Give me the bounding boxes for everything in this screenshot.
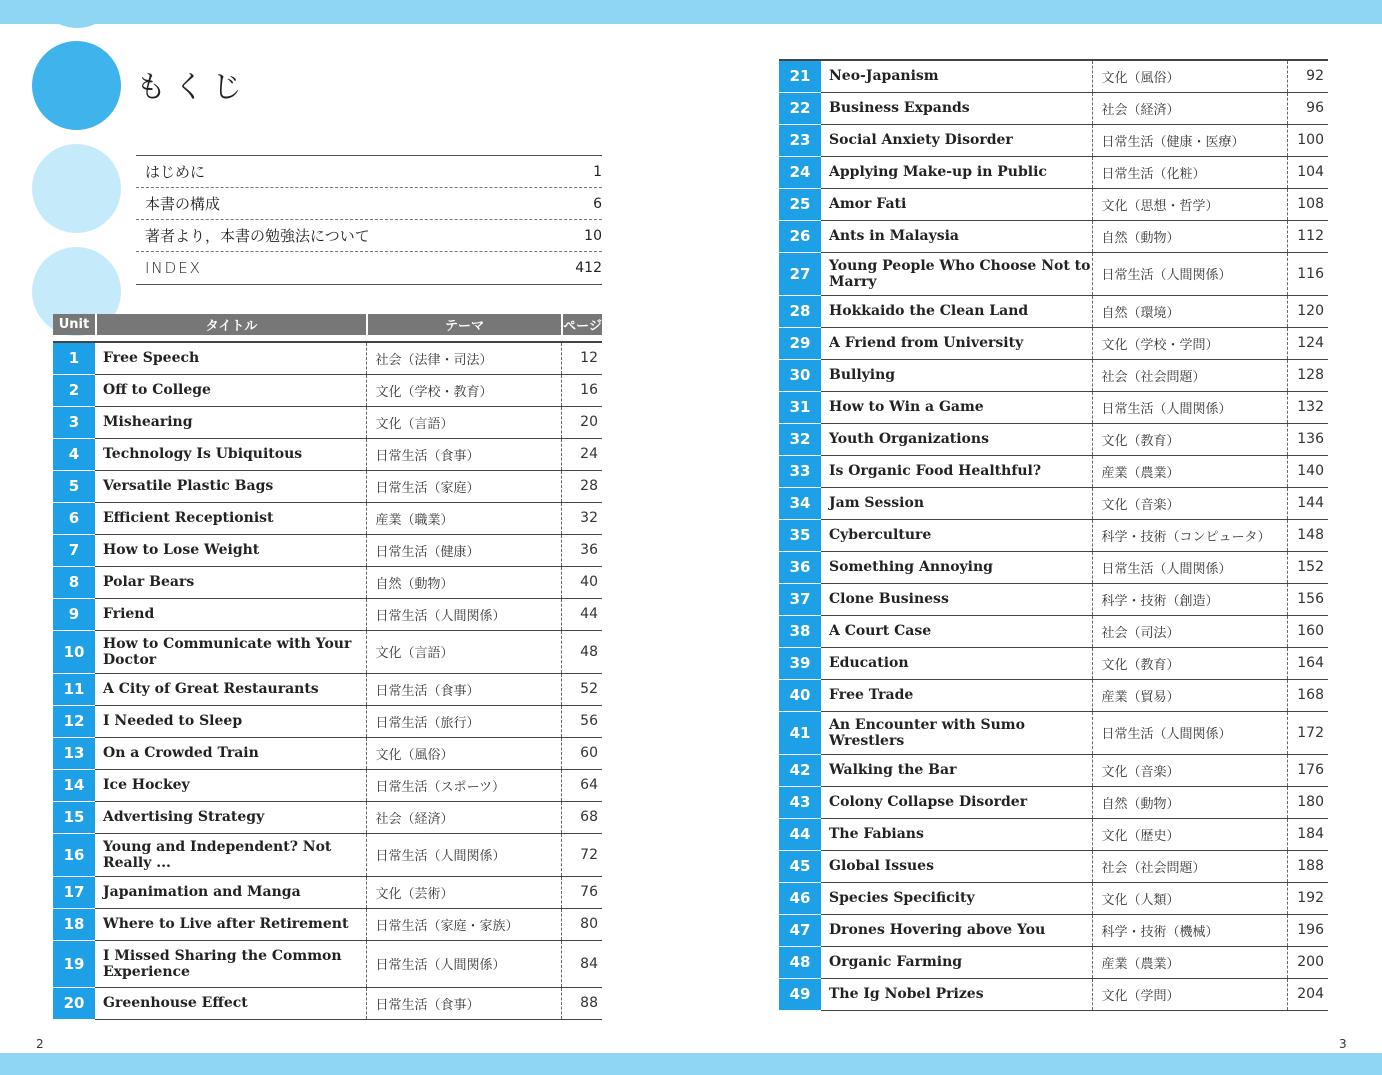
toc-row[interactable] [53, 987, 602, 1019]
unit-theme: 日常生活（人間関係） [1092, 391, 1287, 423]
unit-page: 32 [561, 502, 602, 534]
unit-number: 41 [779, 711, 821, 754]
unit-number: 9 [53, 598, 95, 630]
toc-row[interactable] [779, 60, 1328, 92]
unit-title: How to Lose Weight [95, 534, 366, 566]
unit-page: 152 [1287, 551, 1328, 583]
unit-theme: 文化（人類） [1092, 882, 1287, 914]
toc-row[interactable] [53, 769, 602, 801]
unit-page: 28 [561, 470, 602, 502]
page-number-right: 3 [1339, 1037, 1347, 1051]
unit-title: Free Trade [821, 679, 1092, 711]
toc-row[interactable] [779, 711, 1328, 754]
intro-item-label: 本書の構成 [145, 195, 221, 213]
unit-page: 200 [1287, 946, 1328, 978]
unit-page: 88 [561, 987, 602, 1019]
unit-page: 188 [1287, 850, 1328, 882]
unit-number: 38 [779, 615, 821, 647]
unit-title: Global Issues [821, 850, 1092, 882]
decor-circle-light-1 [32, 144, 121, 233]
unit-title: How to Win a Game [821, 391, 1092, 423]
unit-theme: 日常生活（健康） [366, 534, 561, 566]
unit-title: Ants in Malaysia [821, 220, 1092, 252]
unit-page: 160 [1287, 615, 1328, 647]
unit-title: A Court Case [821, 615, 1092, 647]
toc-row[interactable] [779, 423, 1328, 455]
unit-theme: 文化（教育） [1092, 647, 1287, 679]
unit-theme: 社会（経済） [366, 801, 561, 833]
unit-title: Free Speech [95, 342, 366, 374]
toc-row[interactable] [779, 615, 1328, 647]
unit-theme: 日常生活（人間関係） [1092, 711, 1287, 754]
unit-number: 19 [53, 940, 95, 987]
toc-row[interactable] [779, 754, 1328, 786]
unit-title: Education [821, 647, 1092, 679]
unit-title: Organic Farming [821, 946, 1092, 978]
unit-page: 172 [1287, 711, 1328, 754]
toc-row[interactable] [53, 374, 602, 406]
unit-page: 116 [1287, 252, 1328, 295]
unit-page: 112 [1287, 220, 1328, 252]
unit-number: 11 [53, 673, 95, 705]
unit-page: 80 [561, 908, 602, 940]
unit-number: 44 [779, 818, 821, 850]
unit-title: Something Annoying [821, 551, 1092, 583]
unit-page: 24 [561, 438, 602, 470]
unit-number: 7 [53, 534, 95, 566]
unit-title: Ice Hockey [95, 769, 366, 801]
unit-theme: 日常生活（健康・医療） [1092, 124, 1287, 156]
header-unit: Unit [58, 317, 90, 332]
unit-theme: 自然（動物） [1092, 786, 1287, 818]
toc-row[interactable] [53, 438, 602, 470]
unit-title: Amor Fati [821, 188, 1092, 220]
unit-title: Is Organic Food Healthful? [821, 455, 1092, 487]
unit-number: 26 [779, 220, 821, 252]
unit-title: Mishearing [95, 406, 366, 438]
toc-row[interactable] [779, 455, 1328, 487]
unit-theme: 日常生活（人間関係） [366, 598, 561, 630]
unit-number: 31 [779, 391, 821, 423]
toc-row[interactable] [53, 534, 602, 566]
unit-page: 36 [561, 534, 602, 566]
unit-number: 3 [53, 406, 95, 438]
unit-number: 29 [779, 327, 821, 359]
unit-number: 47 [779, 914, 821, 946]
unit-number: 8 [53, 566, 95, 598]
unit-theme: 文化（音楽） [1092, 754, 1287, 786]
toc-row[interactable] [53, 502, 602, 534]
unit-theme: 文化（学校・教育） [366, 374, 561, 406]
unit-number: 30 [779, 359, 821, 391]
unit-title: Cyberculture [821, 519, 1092, 551]
unit-page: 60 [561, 737, 602, 769]
unit-page: 124 [1287, 327, 1328, 359]
unit-page: 148 [1287, 519, 1328, 551]
unit-page: 108 [1287, 188, 1328, 220]
unit-page: 44 [561, 598, 602, 630]
top-color-band [0, 0, 1382, 24]
toc-row[interactable] [779, 786, 1328, 818]
unit-theme: 自然（動物） [366, 566, 561, 598]
unit-number: 17 [53, 876, 95, 908]
unit-page: 40 [561, 566, 602, 598]
toc-row[interactable] [779, 914, 1328, 946]
unit-number: 2 [53, 374, 95, 406]
toc-row[interactable] [53, 598, 602, 630]
unit-number: 32 [779, 423, 821, 455]
toc-row[interactable] [53, 705, 602, 737]
unit-title: Jam Session [821, 487, 1092, 519]
toc-row[interactable] [53, 801, 602, 833]
toc-row[interactable] [779, 252, 1328, 295]
unit-number: 22 [779, 92, 821, 124]
unit-theme: 社会（法律・司法） [366, 342, 561, 374]
unit-number: 28 [779, 295, 821, 327]
unit-title: Clone Business [821, 583, 1092, 615]
unit-title: Greenhouse Effect [95, 987, 366, 1019]
unit-theme: 文化（教育） [1092, 423, 1287, 455]
toc-table-right [779, 59, 1328, 1011]
unit-theme: 日常生活（人間関係） [366, 940, 561, 987]
unit-theme: 社会（社会問題） [1092, 359, 1287, 391]
unit-page: 68 [561, 801, 602, 833]
unit-title: Young People Who Choose Not to Marry [821, 252, 1092, 295]
unit-number: 14 [53, 769, 95, 801]
unit-page: 16 [561, 374, 602, 406]
unit-title: Bullying [821, 359, 1092, 391]
toc-row[interactable] [53, 566, 602, 598]
unit-number: 40 [779, 679, 821, 711]
intro-item[interactable] [136, 252, 602, 284]
toc-table-header [53, 314, 602, 335]
unit-theme: 産業（農業） [1092, 455, 1287, 487]
unit-number: 36 [779, 551, 821, 583]
unit-title: Business Expands [821, 92, 1092, 124]
toc-row[interactable] [779, 359, 1328, 391]
unit-title: I Needed to Sleep [95, 705, 366, 737]
unit-title: Species Specificity [821, 882, 1092, 914]
unit-title: Social Anxiety Disorder [821, 124, 1092, 156]
unit-theme: 日常生活（人間関係） [1092, 551, 1287, 583]
unit-theme: 日常生活（家庭・家族） [366, 908, 561, 940]
intro-item-page: 6 [593, 195, 602, 212]
intro-item[interactable] [136, 220, 602, 252]
unit-theme: 社会（社会問題） [1092, 850, 1287, 882]
toc-row[interactable] [779, 124, 1328, 156]
unit-number: 45 [779, 850, 821, 882]
toc-row[interactable] [53, 406, 602, 438]
toc-row[interactable] [779, 156, 1328, 188]
unit-theme: 文化（芸術） [366, 876, 561, 908]
bottom-color-band [0, 1053, 1382, 1075]
unit-theme: 文化（風俗） [1092, 60, 1287, 92]
unit-page: 56 [561, 705, 602, 737]
unit-number: 48 [779, 946, 821, 978]
toc-row[interactable] [779, 220, 1328, 252]
unit-number: 49 [779, 978, 821, 1010]
toc-table-left [53, 341, 602, 1020]
unit-title: Versatile Plastic Bags [95, 470, 366, 502]
unit-number: 20 [53, 987, 95, 1019]
unit-page: 76 [561, 876, 602, 908]
unit-page: 52 [561, 673, 602, 705]
unit-number: 25 [779, 188, 821, 220]
unit-number: 12 [53, 705, 95, 737]
unit-number: 13 [53, 737, 95, 769]
unit-page: 180 [1287, 786, 1328, 818]
unit-title: The Fabians [821, 818, 1092, 850]
toc-row[interactable] [779, 679, 1328, 711]
intro-list [136, 155, 602, 285]
unit-title: I Missed Sharing the Common Experience [95, 940, 366, 987]
unit-theme: 文化（音楽） [1092, 487, 1287, 519]
unit-title: An Encounter with Sumo Wrestlers [821, 711, 1092, 754]
intro-item-label: 著者より，本書の勉強法について [145, 227, 370, 245]
unit-title: Drones Hovering above You [821, 914, 1092, 946]
intro-item-page: 1 [593, 163, 602, 180]
unit-theme: 日常生活（化粧） [1092, 156, 1287, 188]
unit-theme: 自然（環境） [1092, 295, 1287, 327]
unit-theme: 日常生活（食事） [366, 673, 561, 705]
unit-theme: 日常生活（家庭） [366, 470, 561, 502]
toc-row[interactable] [779, 188, 1328, 220]
unit-page: 144 [1287, 487, 1328, 519]
header-title: タイトル [95, 314, 366, 335]
unit-number: 6 [53, 502, 95, 534]
unit-title: Colony Collapse Disorder [821, 786, 1092, 818]
unit-theme: 社会（経済） [1092, 92, 1287, 124]
toc-row[interactable] [53, 908, 602, 940]
unit-theme: 文化（歴史） [1092, 818, 1287, 850]
unit-theme: 科学・技術（創造） [1092, 583, 1287, 615]
unit-title: Walking the Bar [821, 754, 1092, 786]
unit-page: 92 [1287, 60, 1328, 92]
unit-theme: 科学・技術（機械） [1092, 914, 1287, 946]
unit-page: 140 [1287, 455, 1328, 487]
unit-number: 16 [53, 833, 95, 876]
intro-item-label: はじめに [145, 163, 206, 181]
unit-number: 27 [779, 252, 821, 295]
toc-row[interactable] [53, 737, 602, 769]
unit-title: Applying Make-up in Public [821, 156, 1092, 188]
header-page: ページ [561, 314, 602, 335]
unit-title: Advertising Strategy [95, 801, 366, 833]
toc-row[interactable] [779, 295, 1328, 327]
unit-number: 23 [779, 124, 821, 156]
toc-row[interactable] [53, 876, 602, 908]
unit-page: 84 [561, 940, 602, 987]
page-number-left: 2 [36, 1037, 44, 1051]
intro-item[interactable] [136, 188, 602, 220]
unit-page: 20 [561, 406, 602, 438]
intro-item-label: INDEX [145, 259, 202, 277]
unit-theme: 日常生活（食事） [366, 987, 561, 1019]
header-theme: テーマ [366, 314, 561, 335]
unit-page: 96 [1287, 92, 1328, 124]
unit-title: The Ig Nobel Prizes [821, 978, 1092, 1010]
unit-theme: 社会（司法） [1092, 615, 1287, 647]
unit-title: Where to Live after Retirement [95, 908, 366, 940]
toc-row[interactable] [53, 940, 602, 987]
toc-row[interactable] [779, 946, 1328, 978]
unit-theme: 科学・技術（コンピュータ） [1092, 519, 1287, 551]
toc-row[interactable] [779, 850, 1328, 882]
unit-theme: 日常生活（人間関係） [366, 833, 561, 876]
unit-number: 46 [779, 882, 821, 914]
page-title: もくじ [136, 70, 250, 105]
toc-row[interactable] [53, 342, 602, 374]
unit-page: 184 [1287, 818, 1328, 850]
decor-circle-dark [32, 41, 121, 130]
unit-theme: 文化（学問） [1092, 978, 1287, 1010]
unit-page: 164 [1287, 647, 1328, 679]
unit-page: 48 [561, 630, 602, 673]
unit-title: Neo-Japanism [821, 60, 1092, 92]
toc-row[interactable] [779, 978, 1328, 1010]
unit-number: 18 [53, 908, 95, 940]
unit-title: Friend [95, 598, 366, 630]
toc-row[interactable] [779, 882, 1328, 914]
unit-theme: 日常生活（スポーツ） [366, 769, 561, 801]
unit-number: 4 [53, 438, 95, 470]
unit-title: On a Crowded Train [95, 737, 366, 769]
unit-theme: 文化（言語） [366, 406, 561, 438]
unit-theme: 日常生活（旅行） [366, 705, 561, 737]
unit-number: 5 [53, 470, 95, 502]
toc-row[interactable] [779, 327, 1328, 359]
toc-row[interactable] [53, 833, 602, 876]
unit-page: 104 [1287, 156, 1328, 188]
toc-row[interactable] [779, 487, 1328, 519]
unit-title: Off to College [95, 374, 366, 406]
unit-theme: 産業（貿易） [1092, 679, 1287, 711]
unit-theme: 文化（思想・哲学） [1092, 188, 1287, 220]
unit-title: Hokkaido the Clean Land [821, 295, 1092, 327]
unit-page: 136 [1287, 423, 1328, 455]
unit-page: 192 [1287, 882, 1328, 914]
unit-theme: 産業（職業） [366, 502, 561, 534]
unit-page: 168 [1287, 679, 1328, 711]
intro-item-page: 10 [584, 227, 602, 244]
unit-number: 37 [779, 583, 821, 615]
unit-title: Polar Bears [95, 566, 366, 598]
toc-row[interactable] [779, 519, 1328, 551]
unit-number: 33 [779, 455, 821, 487]
unit-theme: 自然（動物） [1092, 220, 1287, 252]
unit-page: 132 [1287, 391, 1328, 423]
unit-page: 196 [1287, 914, 1328, 946]
unit-page: 176 [1287, 754, 1328, 786]
toc-row[interactable] [779, 391, 1328, 423]
unit-title: How to Communicate with Your Doctor [95, 630, 366, 673]
unit-number: 35 [779, 519, 821, 551]
unit-page: 120 [1287, 295, 1328, 327]
unit-number: 15 [53, 801, 95, 833]
unit-theme: 文化（言語） [366, 630, 561, 673]
unit-title: A Friend from University [821, 327, 1092, 359]
toc-row[interactable] [53, 470, 602, 502]
toc-row[interactable] [779, 551, 1328, 583]
unit-number: 24 [779, 156, 821, 188]
toc-row[interactable] [779, 583, 1328, 615]
unit-number: 39 [779, 647, 821, 679]
unit-theme: 産業（農業） [1092, 946, 1287, 978]
unit-number: 1 [53, 342, 95, 374]
unit-page: 204 [1287, 978, 1328, 1010]
unit-number: 21 [779, 60, 821, 92]
unit-title: A City of Great Restaurants [95, 673, 366, 705]
unit-title: Technology Is Ubiquitous [95, 438, 366, 470]
unit-page: 72 [561, 833, 602, 876]
unit-theme: 日常生活（食事） [366, 438, 561, 470]
unit-page: 156 [1287, 583, 1328, 615]
intro-item-page: 412 [575, 260, 602, 276]
unit-page: 100 [1287, 124, 1328, 156]
toc-row[interactable] [779, 92, 1328, 124]
unit-number: 42 [779, 754, 821, 786]
unit-title: Youth Organizations [821, 423, 1092, 455]
unit-title: Efficient Receptionist [95, 502, 366, 534]
unit-title: Young and Independent? Not Really ... [95, 833, 366, 876]
unit-page: 64 [561, 769, 602, 801]
unit-theme: 文化（学校・学問） [1092, 327, 1287, 359]
toc-row[interactable] [53, 673, 602, 705]
unit-number: 43 [779, 786, 821, 818]
unit-number: 10 [53, 630, 95, 673]
toc-row[interactable] [53, 630, 602, 673]
toc-row[interactable] [779, 818, 1328, 850]
unit-title: Japanimation and Manga [95, 876, 366, 908]
unit-theme: 文化（風俗） [366, 737, 561, 769]
unit-page: 128 [1287, 359, 1328, 391]
unit-theme: 日常生活（人間関係） [1092, 252, 1287, 295]
unit-page: 12 [561, 342, 602, 374]
unit-number: 34 [779, 487, 821, 519]
toc-row[interactable] [779, 647, 1328, 679]
intro-item[interactable] [136, 156, 602, 188]
